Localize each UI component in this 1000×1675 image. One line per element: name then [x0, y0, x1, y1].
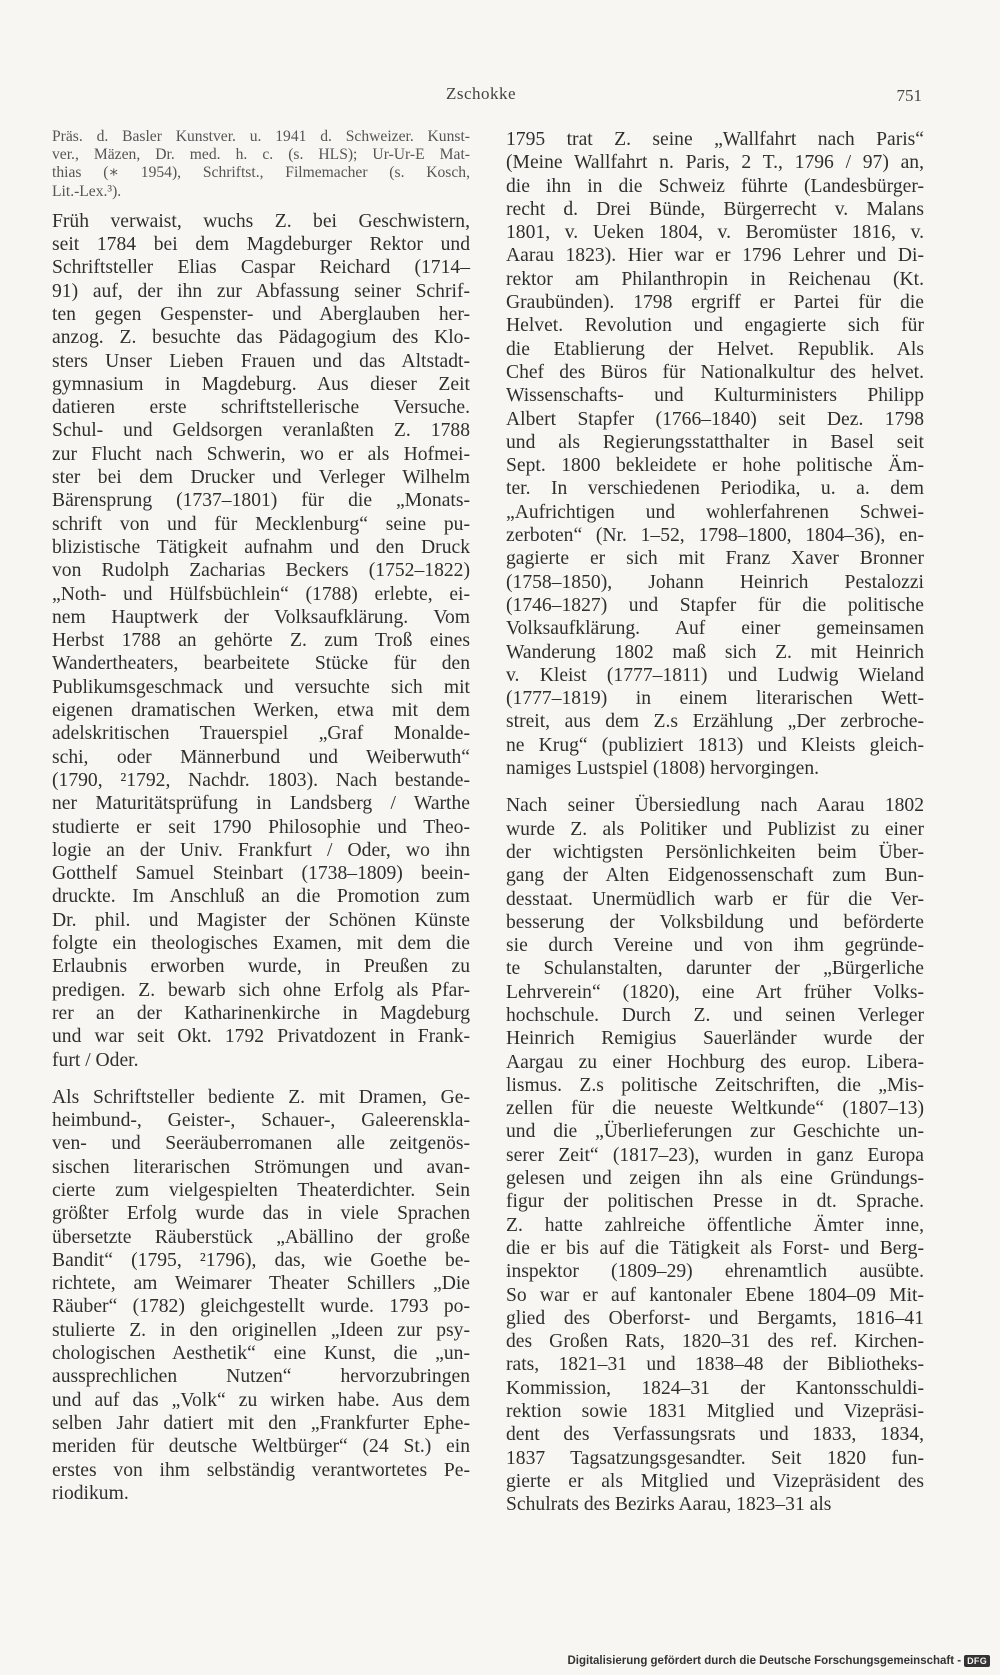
text-line: und war seit Okt. 1792 Privatdozent in Frank- [52, 1026, 470, 1048]
text-line: Nach seiner Übersiedlung nach Aarau 1802 [506, 795, 924, 817]
text-line: die ihn in die Schweiz führte (Landesbürger- [506, 175, 924, 197]
text-line: zellen für die neueste Weltkunde“ (1807–13) [506, 1098, 924, 1120]
text-line: meriden für deutsche Weltbürger“ (24 St.) ein [52, 1436, 470, 1458]
text-line: figur der politischen Presse in dt. Sprache. [506, 1191, 924, 1213]
text-line: und die „Überlieferungen zur Geschichte un- [506, 1121, 924, 1143]
text-line: Publikumsgeschmack und versuchte sich mit [52, 676, 470, 698]
text-line: wurde Z. als Politiker und Publizist zu einer [506, 818, 924, 840]
text-line: datieren erste schriftstellerische Versuche. [52, 397, 470, 419]
text-line: cierte zum vielgespielten Theaterdichter. Sein [52, 1179, 470, 1201]
text-line: von Rudolph Zacharias Beckers (1752–1822) [52, 560, 470, 582]
text-line: rer an der Katharinenkirche in Magdeburg [52, 1002, 470, 1024]
text-line: Früh verwaist, wuchs Z. bei Geschwistern, [52, 210, 470, 232]
text-line: zur Flucht nach Schwerin, wo er als Hofmei- [52, 443, 470, 465]
text-line: inspektor (1809–29) ehrenamtlich ausübte. [506, 1261, 924, 1283]
text-line: der wichtigsten Persönlichkeiten beim Über- [506, 841, 924, 863]
dfg-logo: DFG [964, 1655, 990, 1667]
text-line: Albert Stapfer (1766–1840) seit Dez. 1798 [506, 408, 924, 430]
text-line: schi, oder Männerbund und Weiberwuth“ [52, 746, 470, 768]
text-line: übersetzte Räuberstück „Abällino der große [52, 1226, 470, 1248]
text-line: rektion sowie 1831 Mitglied und Vizepräsi- [506, 1401, 924, 1423]
text-line: ster bei dem Drucker und Verleger Wilhelm [52, 467, 470, 489]
digitization-footer [567, 1655, 990, 1667]
text-line: recht d. Drei Bünde, Bürgerrecht v. Malans [506, 198, 924, 220]
text-line: v. Kleist (1777–1811) und Ludwig Wieland [506, 664, 924, 686]
text-line: (1790, ²1792, Nachdr. 1803). Nach bestande- [52, 769, 470, 791]
text-line: die Etablierung der Helvet. Republik. Als [506, 338, 924, 360]
text-line: Erlaubnis erworben wurde, in Preußen zu [52, 956, 470, 978]
text-line: Wanderung 1802 maß sich Z. mit Heinrich [506, 641, 924, 663]
text-line: aussprechlichen Nutzen“ hervorzubringen [52, 1366, 470, 1388]
text-line: Bandit“ (1795, ²1796), das, wie Goethe be- [52, 1249, 470, 1271]
paragraph-writer [52, 1086, 470, 1505]
text-line: ne Krug“ (publiziert 1813) und Kleists gleich- [506, 734, 924, 756]
text-line: zerboten“ (Nr. 1–52, 1798–1800, 1804–36), en- [506, 525, 924, 547]
text-line: Herbst 1788 an gehörte Z. zum Troß eines [52, 630, 470, 652]
text-line: Z. hatte zahlreiche öffentliche Ämter inne, [506, 1214, 924, 1236]
text-line: Gotthelf Samuel Steinbart (1738–1809) beein- [52, 863, 470, 885]
text-line: sischen literarischen Strömungen und avan- [52, 1156, 470, 1178]
text-line: ter. In verschiedenen Periodika, u. a. dem [506, 478, 924, 500]
text-line: 91) auf, der ihn zur Abfassung seiner Schrif- [52, 280, 470, 302]
text-line: gagierte er sich mit Franz Xaver Bronner [506, 548, 924, 570]
text-line: „Noth- und Hülfsbüchlein“ (1788) erlebte, ei- [52, 583, 470, 605]
text-line: Aargau zu einer Hochburg des europ. Libera- [506, 1051, 924, 1073]
text-line: gymnasium in Magdeburg. Aus dieser Zeit [52, 373, 470, 395]
running-title: Zschokke [446, 84, 517, 103]
text-line: Wandertheaters, bearbeitete Stücke für den [52, 653, 470, 675]
right-column [506, 128, 924, 1517]
text-line: logie an der Univ. Frankfurt / Oder, wo ihn [52, 839, 470, 861]
text-line: richtete, am Weimarer Theater Schillers „Die [52, 1273, 470, 1295]
text-line: des Großen Rats, 1820–31 des ref. Kirchen- [506, 1331, 924, 1353]
text-line: nem Hauptwerk der Volksaufklärung. Vom [52, 606, 470, 628]
text-line: Sept. 1800 bekleidete er hohe politische Äm- [506, 455, 924, 477]
text-line: 1837 Tagsatzungsgesandter. Seit 1820 fun- [506, 1447, 924, 1469]
text-line: besserung der Volksbildung und beförderte [506, 911, 924, 933]
text-line: und als Regierungsstatthalter in Basel seit [506, 431, 924, 453]
paragraph-early-life [52, 210, 470, 1072]
text-line: Präs. d. Basler Kunstver. u. 1941 d. Schweizer. Kunst- [52, 128, 470, 145]
text-line: ner Maturitätsprüfung in Landsberg / Warthe [52, 793, 470, 815]
footer-credit: Digitalisierung gefördert durch die Deutsche Forschungsgemeinschaft - [567, 1655, 962, 1667]
text-line: hochschule. Durch Z. und seinen Verleger [506, 1004, 924, 1026]
text-line: die er bis auf die Tätigkeit als Forst- und Berg- [506, 1237, 924, 1259]
text-line: und auf das „Volk“ zu wirken habe. Aus dem [52, 1389, 470, 1411]
text-line: furt / Oder. [52, 1049, 139, 1071]
text-line: Dr. phil. und Magister der Schönen Künste [52, 909, 470, 931]
text-line: chologischen Aesthetik“ eine Kunst, die „un- [52, 1343, 470, 1365]
text-line: thias (∗ 1954), Schriftst., Filmemacher (s. Kosch, [52, 164, 470, 182]
left-column [52, 128, 470, 1505]
text-line: (1746–1827) und Stapfer für die politische [506, 594, 924, 616]
text-line: Lit.-Lex.³). [52, 182, 122, 200]
text-line: (Meine Wallfahrt n. Paris, 2 T., 1796 / 97) an, [506, 152, 924, 174]
text-line: gierte er als Mitglied und Vizepräsident des [506, 1470, 924, 1492]
page-number: 751 [896, 86, 922, 105]
text-line: Kommission, 1824–31 der Kantonsschuldi- [506, 1377, 924, 1399]
text-line: Als Schriftsteller bediente Z. mit Dramen, Ge- [52, 1086, 470, 1108]
text-line: druckte. Im Anschluß an die Promotion zum [52, 886, 470, 908]
text-line: Heinrich Remigius Sauerländer wurde der [506, 1028, 924, 1050]
text-line: gelesen und zeigen ihn als eine Gründungs- [506, 1168, 924, 1190]
text-line: serer Zeit“ (1817–23), wurden in ganz Europa [506, 1144, 924, 1166]
text-line: selben Jahr datiert mit den „Frankfurter Ephe- [52, 1412, 470, 1434]
text-line: schrift von und für Mecklenburg“ seine pu- [52, 513, 470, 535]
text-line: Wissenschafts- und Kulturministers Philipp [506, 385, 924, 407]
text-line: Chef des Büros für Nationalkultur des helvet. [506, 361, 924, 383]
text-line: größter Erfolg wurde das in viele Sprachen [52, 1203, 470, 1225]
text-line: „Aufrichtigen und wohlerfahrenen Schwei- [506, 501, 924, 523]
text-line: 1795 trat Z. seine „Wallfahrt nach Paris“ [506, 129, 924, 150]
text-line: (1758–1850), Johann Heinrich Pestalozzi [506, 571, 924, 593]
text-line: anzog. Z. besuchte das Pädagogium des Klo- [52, 327, 470, 349]
text-line: ver., Mäzen, Dr. med. h. c. (s. HLS); Ur-Ur-E Mat- [52, 146, 470, 164]
text-line: Schulrats des Bezirks Aarau, 1823–31 als [506, 1494, 832, 1516]
text-line: sie durch Vereine und von ihm gegründe- [506, 935, 924, 957]
text-line: eigenen dramatischen Werken, etwa mit dem [52, 700, 470, 722]
text-line: So war er auf kantonaler Ebene 1804–09 Mit- [506, 1284, 924, 1306]
text-line: seit 1784 bei dem Magdeburger Rektor und [52, 234, 470, 256]
text-line: namiges Lustspiel (1808) hervorgingen. [506, 758, 820, 780]
text-line: desstaat. Unermüdlich warb er für die Ver- [506, 888, 924, 910]
text-line: glied des Oberforst- und Bergamts, 1816–41 [506, 1307, 924, 1329]
text-line: heimbund-, Geister-, Schauer-, Galeerenskla- [52, 1110, 470, 1132]
text-line: Lehrverein“ (1820), eine Art früher Volks- [506, 981, 924, 1003]
intro-paragraph [52, 128, 470, 201]
text-line: folgte ein theologisches Examen, mit dem die [52, 933, 470, 955]
text-line: predigen. Z. bewarb sich ohne Erfolg als Pfar- [52, 979, 470, 1001]
text-line: Graubünden). 1798 ergriff er Partei für die [506, 292, 924, 314]
text-line: studierte er seit 1790 Philosophie und Theo- [52, 816, 470, 838]
text-line: ven- und Seeräuberromanen alle zeitgenös- [52, 1133, 470, 1155]
text-line: Aarau 1823). Hier war er 1796 Lehrer und Di- [506, 245, 924, 267]
paragraph-switzerland [506, 128, 924, 780]
text-line: blizistische Tätigkeit aufnahm und den Druck [52, 536, 470, 558]
text-line: streit, aus dem Z.s Erzählung „Der zerbroche- [506, 711, 924, 733]
paragraph-aarau [506, 794, 924, 1516]
text-line: sters Unser Lieben Frauen und das Altstadt- [52, 350, 470, 372]
page-header [0, 84, 1000, 112]
text-line: 1801, v. Ueken 1804, v. Beromüster 1816, v. [506, 222, 924, 244]
text-line: Schriftsteller Elias Caspar Reichard (1714– [52, 257, 470, 279]
text-line: te Schulanstalten, darunter der „Bürgerliche [506, 958, 924, 980]
text-line: Räuber“ (1782) gleichgestellt wurde. 1793 po- [52, 1296, 470, 1318]
text-line: Schul- und Geldsorgen veranlaßten Z. 1788 [52, 420, 470, 442]
text-line: Bärensprung (1737–1801) für die „Monats- [52, 490, 470, 512]
text-line: erstes von ihm selbständig verantwortetes Pe- [52, 1459, 470, 1481]
text-line: rats, 1821–31 und 1838–48 der Bibliotheks- [506, 1354, 924, 1376]
text-line: riodikum. [52, 1482, 129, 1504]
text-line: gang der Alten Eidgenossenschaft zum Bun- [506, 865, 924, 887]
text-line: rektor am Philanthropin in Reichenau (Kt. [506, 268, 924, 290]
text-line: stulierte Z. in den originellen „Ideen zur psy- [52, 1319, 470, 1341]
text-line: dent des Verfassungsrats und 1833, 1834, [506, 1424, 924, 1446]
text-line: Volksaufklärung. Auf einer gemeinsamen [506, 618, 924, 640]
text-line: ten gegen Gespenster- und Aberglauben her- [52, 304, 470, 325]
text-line: lismus. Z.s politische Zeitschriften, die „Mis- [506, 1074, 924, 1096]
text-line: adelskritischen Trauerspiel „Graf Monalde- [52, 723, 470, 745]
text-line: (1777–1819) in einem literarischen Wett- [506, 688, 924, 710]
text-line: Helvet. Revolution und engagierte sich für [506, 315, 924, 337]
